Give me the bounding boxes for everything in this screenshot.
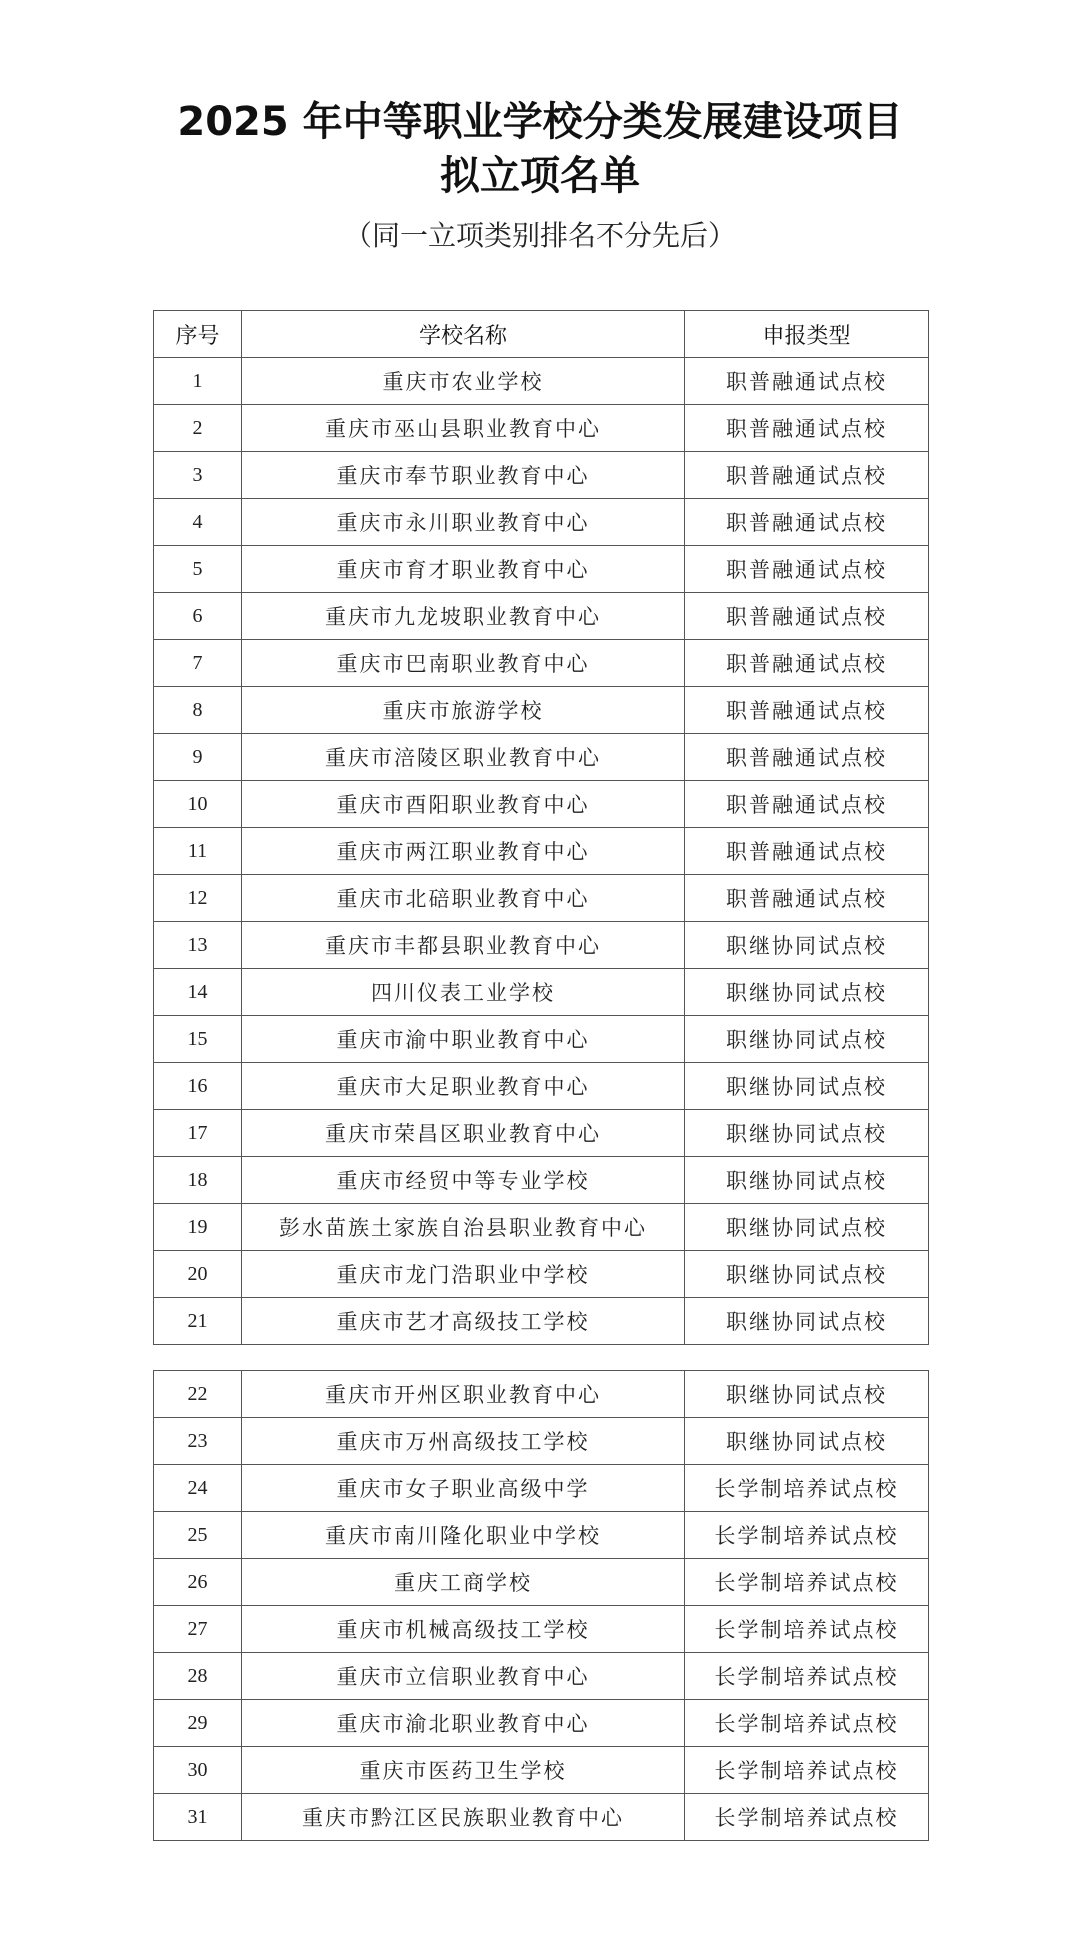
row-application-type: 职继协同试点校 [685,1251,929,1298]
row-serial-number: 5 [154,546,242,593]
table-row [154,546,929,593]
row-school-name: 重庆市两江职业教育中心 [242,828,685,875]
row-serial-number: 25 [154,1512,242,1559]
row-school-name: 彭水苗族土家族自治县职业教育中心 [242,1204,685,1251]
row-serial-number: 2 [154,405,242,452]
row-serial-number: 17 [154,1110,242,1157]
row-application-type: 职普融通试点校 [685,687,929,734]
table-row [154,1371,929,1418]
row-application-type: 长学制培养试点校 [685,1794,929,1841]
table-row [154,1794,929,1841]
row-serial-number: 21 [154,1298,242,1345]
header-serial-number: 序号 [154,311,242,358]
row-application-type: 职普融通试点校 [685,828,929,875]
row-application-type: 职继协同试点校 [685,1063,929,1110]
row-application-type: 长学制培养试点校 [685,1653,929,1700]
row-school-name: 重庆市大足职业教育中心 [242,1063,685,1110]
row-serial-number: 20 [154,1251,242,1298]
document-subtitle: （同一立项类别排名不分先后） [343,219,736,252]
row-school-name: 重庆市艺才高级技工学校 [242,1298,685,1345]
row-application-type: 职普融通试点校 [685,640,929,687]
table-row [154,1251,929,1298]
table-row [154,358,929,405]
row-application-type: 职继协同试点校 [685,1204,929,1251]
table-row [154,781,929,828]
row-serial-number: 24 [154,1465,242,1512]
table-row [154,1418,929,1465]
row-application-type: 职继协同试点校 [685,1298,929,1345]
row-school-name: 重庆市荣昌区职业教育中心 [242,1110,685,1157]
row-serial-number: 22 [154,1371,242,1418]
row-application-type: 职普融通试点校 [685,781,929,828]
row-school-name: 重庆市巫山县职业教育中心 [242,405,685,452]
row-school-name: 重庆市南川隆化职业中学校 [242,1512,685,1559]
row-school-name: 重庆市开州区职业教育中心 [242,1371,685,1418]
row-school-name: 重庆市龙门浩职业中学校 [242,1251,685,1298]
row-serial-number: 19 [154,1204,242,1251]
table-row [154,875,929,922]
table-row [154,1157,929,1204]
row-serial-number: 29 [154,1700,242,1747]
row-serial-number: 9 [154,734,242,781]
table-row [154,828,929,875]
document-title-line2: 拟立项名单 [440,153,640,199]
row-school-name: 重庆市渝北职业教育中心 [242,1700,685,1747]
table-row [154,1204,929,1251]
table-row [154,593,929,640]
row-application-type: 长学制培养试点校 [685,1559,929,1606]
table-row [154,922,929,969]
table-row [154,1512,929,1559]
row-application-type: 职继协同试点校 [685,922,929,969]
table-row [154,1700,929,1747]
table-row [154,1606,929,1653]
row-application-type: 长学制培养试点校 [685,1606,929,1653]
document-title-line1: 2025 年中等职业学校分类发展建设项目 [177,99,903,145]
row-serial-number: 30 [154,1747,242,1794]
row-serial-number: 7 [154,640,242,687]
table-row [154,1465,929,1512]
table-row [154,687,929,734]
row-application-type: 职继协同试点校 [685,1371,929,1418]
row-application-type: 职普融通试点校 [685,405,929,452]
row-serial-number: 18 [154,1157,242,1204]
row-serial-number: 27 [154,1606,242,1653]
row-school-name: 重庆市北碚职业教育中心 [242,875,685,922]
row-school-name: 重庆市巴南职业教育中心 [242,640,685,687]
row-school-name: 重庆市奉节职业教育中心 [242,452,685,499]
table-row [154,1063,929,1110]
row-application-type: 职继协同试点校 [685,969,929,1016]
row-application-type: 职继协同试点校 [685,1110,929,1157]
row-application-type: 长学制培养试点校 [685,1747,929,1794]
row-serial-number: 16 [154,1063,242,1110]
row-application-type: 职普融通试点校 [685,358,929,405]
table-row [154,734,929,781]
school-list-table [153,310,929,1345]
row-school-name: 重庆市丰都县职业教育中心 [242,922,685,969]
row-school-name: 重庆市永川职业教育中心 [242,499,685,546]
row-serial-number: 14 [154,969,242,1016]
row-school-name: 四川仪表工业学校 [242,969,685,1016]
row-serial-number: 10 [154,781,242,828]
row-school-name: 重庆市渝中职业教育中心 [242,1016,685,1063]
table-row [154,452,929,499]
table-row [154,640,929,687]
row-application-type: 职普融通试点校 [685,452,929,499]
table-header-row [154,311,929,358]
row-school-name: 重庆市涪陵区职业教育中心 [242,734,685,781]
row-serial-number: 1 [154,358,242,405]
table-row [154,499,929,546]
row-application-type: 职继协同试点校 [685,1418,929,1465]
row-school-name: 重庆市经贸中等专业学校 [242,1157,685,1204]
table-row [154,405,929,452]
row-application-type: 长学制培养试点校 [685,1512,929,1559]
row-school-name: 重庆市机械高级技工学校 [242,1606,685,1653]
row-school-name: 重庆市酉阳职业教育中心 [242,781,685,828]
row-application-type: 长学制培养试点校 [685,1700,929,1747]
row-application-type: 职普融通试点校 [685,546,929,593]
row-serial-number: 28 [154,1653,242,1700]
row-serial-number: 4 [154,499,242,546]
row-application-type: 职继协同试点校 [685,1157,929,1204]
table-row [154,1016,929,1063]
row-serial-number: 11 [154,828,242,875]
school-list-table-continued [153,1370,929,1841]
row-school-name: 重庆市医药卫生学校 [242,1747,685,1794]
row-school-name: 重庆市农业学校 [242,358,685,405]
row-serial-number: 8 [154,687,242,734]
table-row [154,1298,929,1345]
row-serial-number: 26 [154,1559,242,1606]
row-serial-number: 3 [154,452,242,499]
table-body-page2 [154,1371,929,1841]
header-school-name: 学校名称 [242,311,685,358]
row-school-name: 重庆工商学校 [242,1559,685,1606]
row-school-name: 重庆市女子职业高级中学 [242,1465,685,1512]
row-school-name: 重庆市黔江区民族职业教育中心 [242,1794,685,1841]
row-serial-number: 31 [154,1794,242,1841]
header-application-type: 申报类型 [685,311,929,358]
row-application-type: 职普融通试点校 [685,734,929,781]
row-application-type: 职普融通试点校 [685,875,929,922]
table-row [154,1110,929,1157]
row-application-type: 职普融通试点校 [685,499,929,546]
row-school-name: 重庆市九龙坡职业教育中心 [242,593,685,640]
row-application-type: 长学制培养试点校 [685,1465,929,1512]
row-school-name: 重庆市旅游学校 [242,687,685,734]
row-school-name: 重庆市立信职业教育中心 [242,1653,685,1700]
row-application-type: 职普融通试点校 [685,593,929,640]
row-application-type: 职继协同试点校 [685,1016,929,1063]
row-serial-number: 13 [154,922,242,969]
table-body-page1 [154,358,929,1345]
table-row [154,1653,929,1700]
table-row [154,1747,929,1794]
row-serial-number: 15 [154,1016,242,1063]
table-row [154,1559,929,1606]
row-serial-number: 23 [154,1418,242,1465]
row-serial-number: 6 [154,593,242,640]
row-serial-number: 12 [154,875,242,922]
row-school-name: 重庆市万州高级技工学校 [242,1418,685,1465]
table-row [154,969,929,1016]
row-school-name: 重庆市育才职业教育中心 [242,546,685,593]
